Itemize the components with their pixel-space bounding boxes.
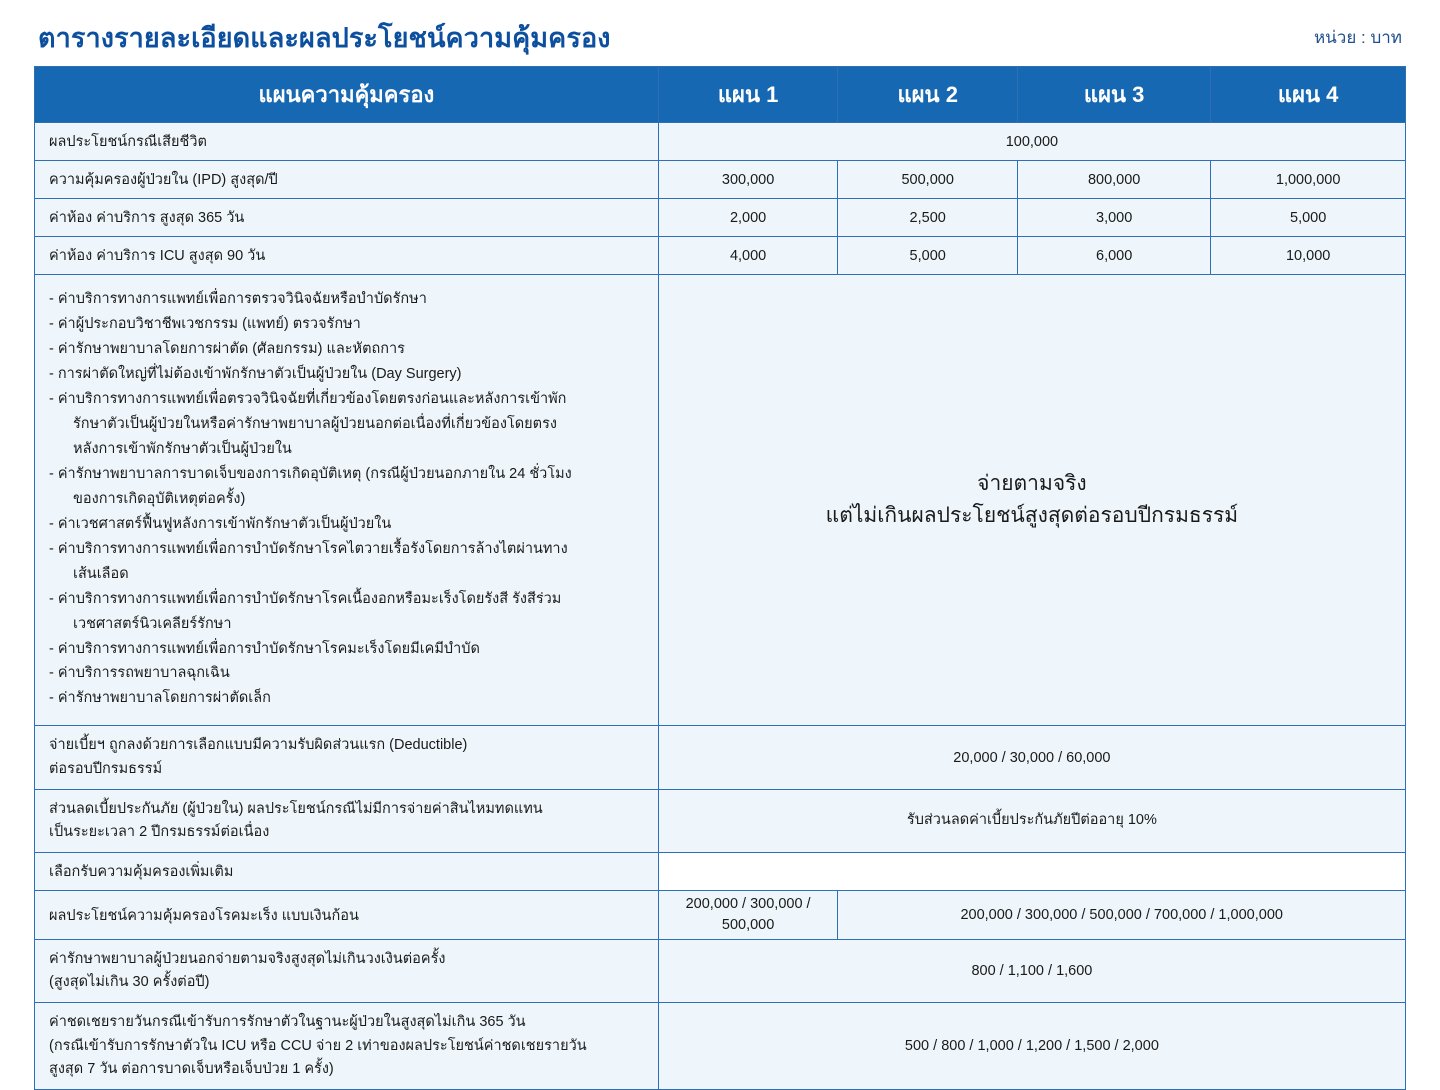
row-value-ipd-plan3: 800,000 bbox=[1018, 161, 1211, 199]
row-value-opd: 800 / 1,100 / 1,600 bbox=[658, 940, 1405, 1003]
list-item-continuation: เส้นเลือด bbox=[73, 565, 129, 582]
table-row bbox=[35, 789, 1406, 852]
list-item-text: - ค่าบริการทางการแพทย์เพื่อตรวจวินิจฉัยที่เกี่ยวข้องโดยตรงก่อนและหลังการเข้าพัก bbox=[49, 391, 567, 408]
row-label-line-1: จ่ายเบี้ยฯ ถูกลงด้วยการเลือกแบบมีความรับผิดส่วนแรก (Deductible) bbox=[49, 737, 468, 754]
table-row bbox=[35, 940, 1406, 1003]
list-item bbox=[49, 512, 642, 537]
row-label-line-2: ต่อรอบปีกรมธรรม์ bbox=[49, 760, 163, 777]
row-value-room-plan4: 5,000 bbox=[1211, 199, 1406, 237]
row-label-opd bbox=[35, 940, 659, 1003]
row-value-death-benefit: 100,000 bbox=[658, 123, 1405, 161]
row-value-icu-plan4: 10,000 bbox=[1211, 237, 1406, 275]
list-item-text: - ค่าบริการทางการแพทย์เพื่อการบำบัดรักษาโรคมะเร็งโดยมีเคมีบำบัด bbox=[49, 640, 480, 657]
row-value-ipd-plan4: 1,000,000 bbox=[1211, 161, 1406, 199]
row-value-room-plan3: 3,000 bbox=[1018, 199, 1211, 237]
benefit-table bbox=[34, 66, 1406, 1090]
table-row-section-title bbox=[35, 853, 1406, 891]
list-item bbox=[49, 587, 642, 637]
row-value-icu-plan1: 4,000 bbox=[658, 237, 838, 275]
table-row bbox=[35, 237, 1406, 275]
list-item-text: - ค่ารักษาพยาบาลการบาดเจ็บของการเกิดอุบัติเหตุ (กรณีผู้ป่วยนอกภายใน 24 ชั่วโมง bbox=[49, 465, 572, 482]
document-header bbox=[34, 0, 1406, 66]
note-line-2: แต่ไม่เกินผลประโยชน์สูงสุดต่อรอบปีกรมธรรม์ bbox=[825, 504, 1239, 528]
row-label-line-1: ค่าชดเชยรายวันกรณีเข้ารับการรักษาตัวในฐานะผู้ป่วยในสูงสุดไม่เกิน 365 วัน bbox=[49, 1014, 526, 1031]
list-item-continuation: หลังการเข้าพักรักษาตัวเป็นผู้ป่วยใน bbox=[73, 441, 292, 458]
table-header-row bbox=[35, 67, 1406, 123]
section-title-optional-coverage: เลือกรับความคุ้มครองเพิ่มเติม bbox=[35, 853, 659, 891]
list-item bbox=[49, 362, 642, 387]
column-header-plan-2: แผน 2 bbox=[838, 67, 1018, 123]
row-label-line-2: (สูงสุดไม่เกิน 30 ครั้งต่อปี) bbox=[49, 974, 210, 991]
list-item bbox=[49, 686, 642, 711]
list-item bbox=[49, 462, 642, 512]
list-item bbox=[49, 337, 642, 362]
list-item-text: - ค่าบริการรถพยาบาลฉุกเฉิน bbox=[49, 665, 230, 682]
row-label-room: ค่าห้อง ค่าบริการ สูงสุด 365 วัน bbox=[35, 199, 659, 237]
row-label-cancer-lump-sum: ผลประโยชน์ความคุ้มครองโรคมะเร็ง แบบเงินก้อน bbox=[35, 891, 659, 940]
row-value-room-plan1: 2,000 bbox=[658, 199, 838, 237]
list-item-text: - ค่าบริการทางการแพทย์เพื่อการบำบัดรักษาโรคไตวายเรื้อรังโดยการล้างไตผ่านทาง bbox=[49, 540, 568, 557]
list-item-continuation: รักษาตัวเป็นผู้ป่วยในหรือค่ารักษาพยาบาลผู้ป่วยนอกต่อเนื่องที่เกี่ยวข้องโดยตรง bbox=[73, 416, 557, 433]
row-label-line-3: สูงสุด 7 วัน ต่อการบาดเจ็บหรือเจ็บป่วย 1 ครั้ง) bbox=[49, 1060, 334, 1077]
list-item bbox=[49, 537, 642, 587]
row-value-cancer-plans-2-4: 200,000 / 300,000 / 500,000 / 700,000 / 1,000,000 bbox=[838, 891, 1406, 940]
list-item bbox=[49, 287, 642, 312]
row-label-ipd: ความคุ้มครองผู้ป่วยใน (IPD) สูงสุด/ปี bbox=[35, 161, 659, 199]
row-label-line-2: เป็นระยะเวลา 2 ปีกรมธรรม์ต่อเนื่อง bbox=[49, 823, 270, 840]
table-row-detail bbox=[35, 275, 1406, 726]
row-value-cancer-plan1: 200,000 / 300,000 / 500,000 bbox=[658, 891, 838, 940]
coverage-detail-note bbox=[658, 275, 1405, 726]
row-value-icu-plan2: 5,000 bbox=[838, 237, 1018, 275]
list-item bbox=[49, 387, 642, 462]
table-row bbox=[35, 1003, 1406, 1090]
list-item bbox=[49, 312, 642, 337]
list-item-continuation: เวชศาสตร์นิวเคลียร์รักษา bbox=[73, 615, 232, 632]
row-label-death-benefit: ผลประโยชน์กรณีเสียชีวิต bbox=[35, 123, 659, 161]
row-value-ipd-plan1: 300,000 bbox=[658, 161, 838, 199]
column-header-plan-4: แผน 4 bbox=[1211, 67, 1406, 123]
table-header bbox=[35, 67, 1406, 123]
list-item bbox=[49, 637, 642, 662]
row-label-line-1: ส่วนลดเบี้ยประกันภัย (ผู้ป่วยใน) ผลประโยชน์กรณีไม่มีการจ่ายค่าสินไหมทดแทน bbox=[49, 800, 543, 817]
list-item-text: - ค่าผู้ประกอบวิชาชีพเวชกรรม (แพทย์) ตรวจรักษา bbox=[49, 316, 361, 333]
row-label-line-1: ค่ารักษาพยาบาลผู้ป่วยนอกจ่ายตามจริงสูงสุดไม่เกินวงเงินต่อครั้ง bbox=[49, 951, 446, 968]
list-item bbox=[49, 661, 642, 686]
row-value-no-claim-discount: รับส่วนลดค่าเบี้ยประกันภัยปีต่ออายุ 10% bbox=[658, 789, 1405, 852]
table-body bbox=[35, 123, 1406, 1090]
list-item-continuation: ของการเกิดอุบัติเหตุต่อครั้ง) bbox=[73, 490, 246, 507]
list-item-text: - การผ่าตัดใหญ่ที่ไม่ต้องเข้าพักรักษาตัวเป็นผู้ป่วยใน (Day Surgery) bbox=[49, 366, 462, 383]
table-row bbox=[35, 123, 1406, 161]
note-line-1: จ่ายตามจริง bbox=[977, 471, 1087, 495]
table-row bbox=[35, 726, 1406, 789]
unit-label: หน่วย : บาท bbox=[1313, 28, 1402, 48]
table-row bbox=[35, 161, 1406, 199]
row-value-ipd-plan2: 500,000 bbox=[838, 161, 1018, 199]
list-item-text: - ค่ารักษาพยาบาลโดยการผ่าตัด (ศัลยกรรม) และหัตถการ bbox=[49, 341, 405, 358]
row-value-icu-plan3: 6,000 bbox=[1018, 237, 1211, 275]
list-item-text: - ค่าบริการทางการแพทย์เพื่อการตรวจวินิจฉัยหรือบำบัดรักษา bbox=[49, 291, 427, 308]
table-row bbox=[35, 891, 1406, 940]
column-header-plan-3: แผน 3 bbox=[1018, 67, 1211, 123]
page-title: ตารางรายละเอียดและผลประโยชน์ความคุ้มครอง bbox=[38, 23, 611, 53]
column-header-plan-coverage: แผนความคุ้มครอง bbox=[35, 67, 659, 123]
row-label-daily-compensation bbox=[35, 1003, 659, 1090]
row-label-line-2: (กรณีเข้ารับการรักษาตัวใน ICU หรือ CCU จ่าย 2 เท่าของผลประโยชน์ค่าชดเชยรายวัน bbox=[49, 1037, 587, 1054]
row-value-room-plan2: 2,500 bbox=[838, 199, 1018, 237]
row-label-icu: ค่าห้อง ค่าบริการ ICU สูงสุด 90 วัน bbox=[35, 237, 659, 275]
coverage-detail-list bbox=[35, 275, 659, 726]
row-label-no-claim-discount bbox=[35, 789, 659, 852]
column-header-plan-1: แผน 1 bbox=[658, 67, 838, 123]
row-value-daily-compensation: 500 / 800 / 1,000 / 1,200 / 1,500 / 2,000 bbox=[658, 1003, 1405, 1090]
list-item-text: - ค่าเวชศาสตร์ฟื้นฟูหลังการเข้าพักรักษาตัวเป็นผู้ป่วยใน bbox=[49, 515, 392, 532]
row-value-deductible: 20,000 / 30,000 / 60,000 bbox=[658, 726, 1405, 789]
list-item-text: - ค่าบริการทางการแพทย์เพื่อการบำบัดรักษาโรคเนื้องอกหรือมะเร็งโดยรังสี รังสีร่วม bbox=[49, 590, 562, 607]
table-row bbox=[35, 199, 1406, 237]
list-item-text: - ค่ารักษาพยาบาลโดยการผ่าตัดเล็ก bbox=[49, 690, 271, 707]
section-title-spacer bbox=[658, 853, 1405, 891]
row-label-deductible bbox=[35, 726, 659, 789]
